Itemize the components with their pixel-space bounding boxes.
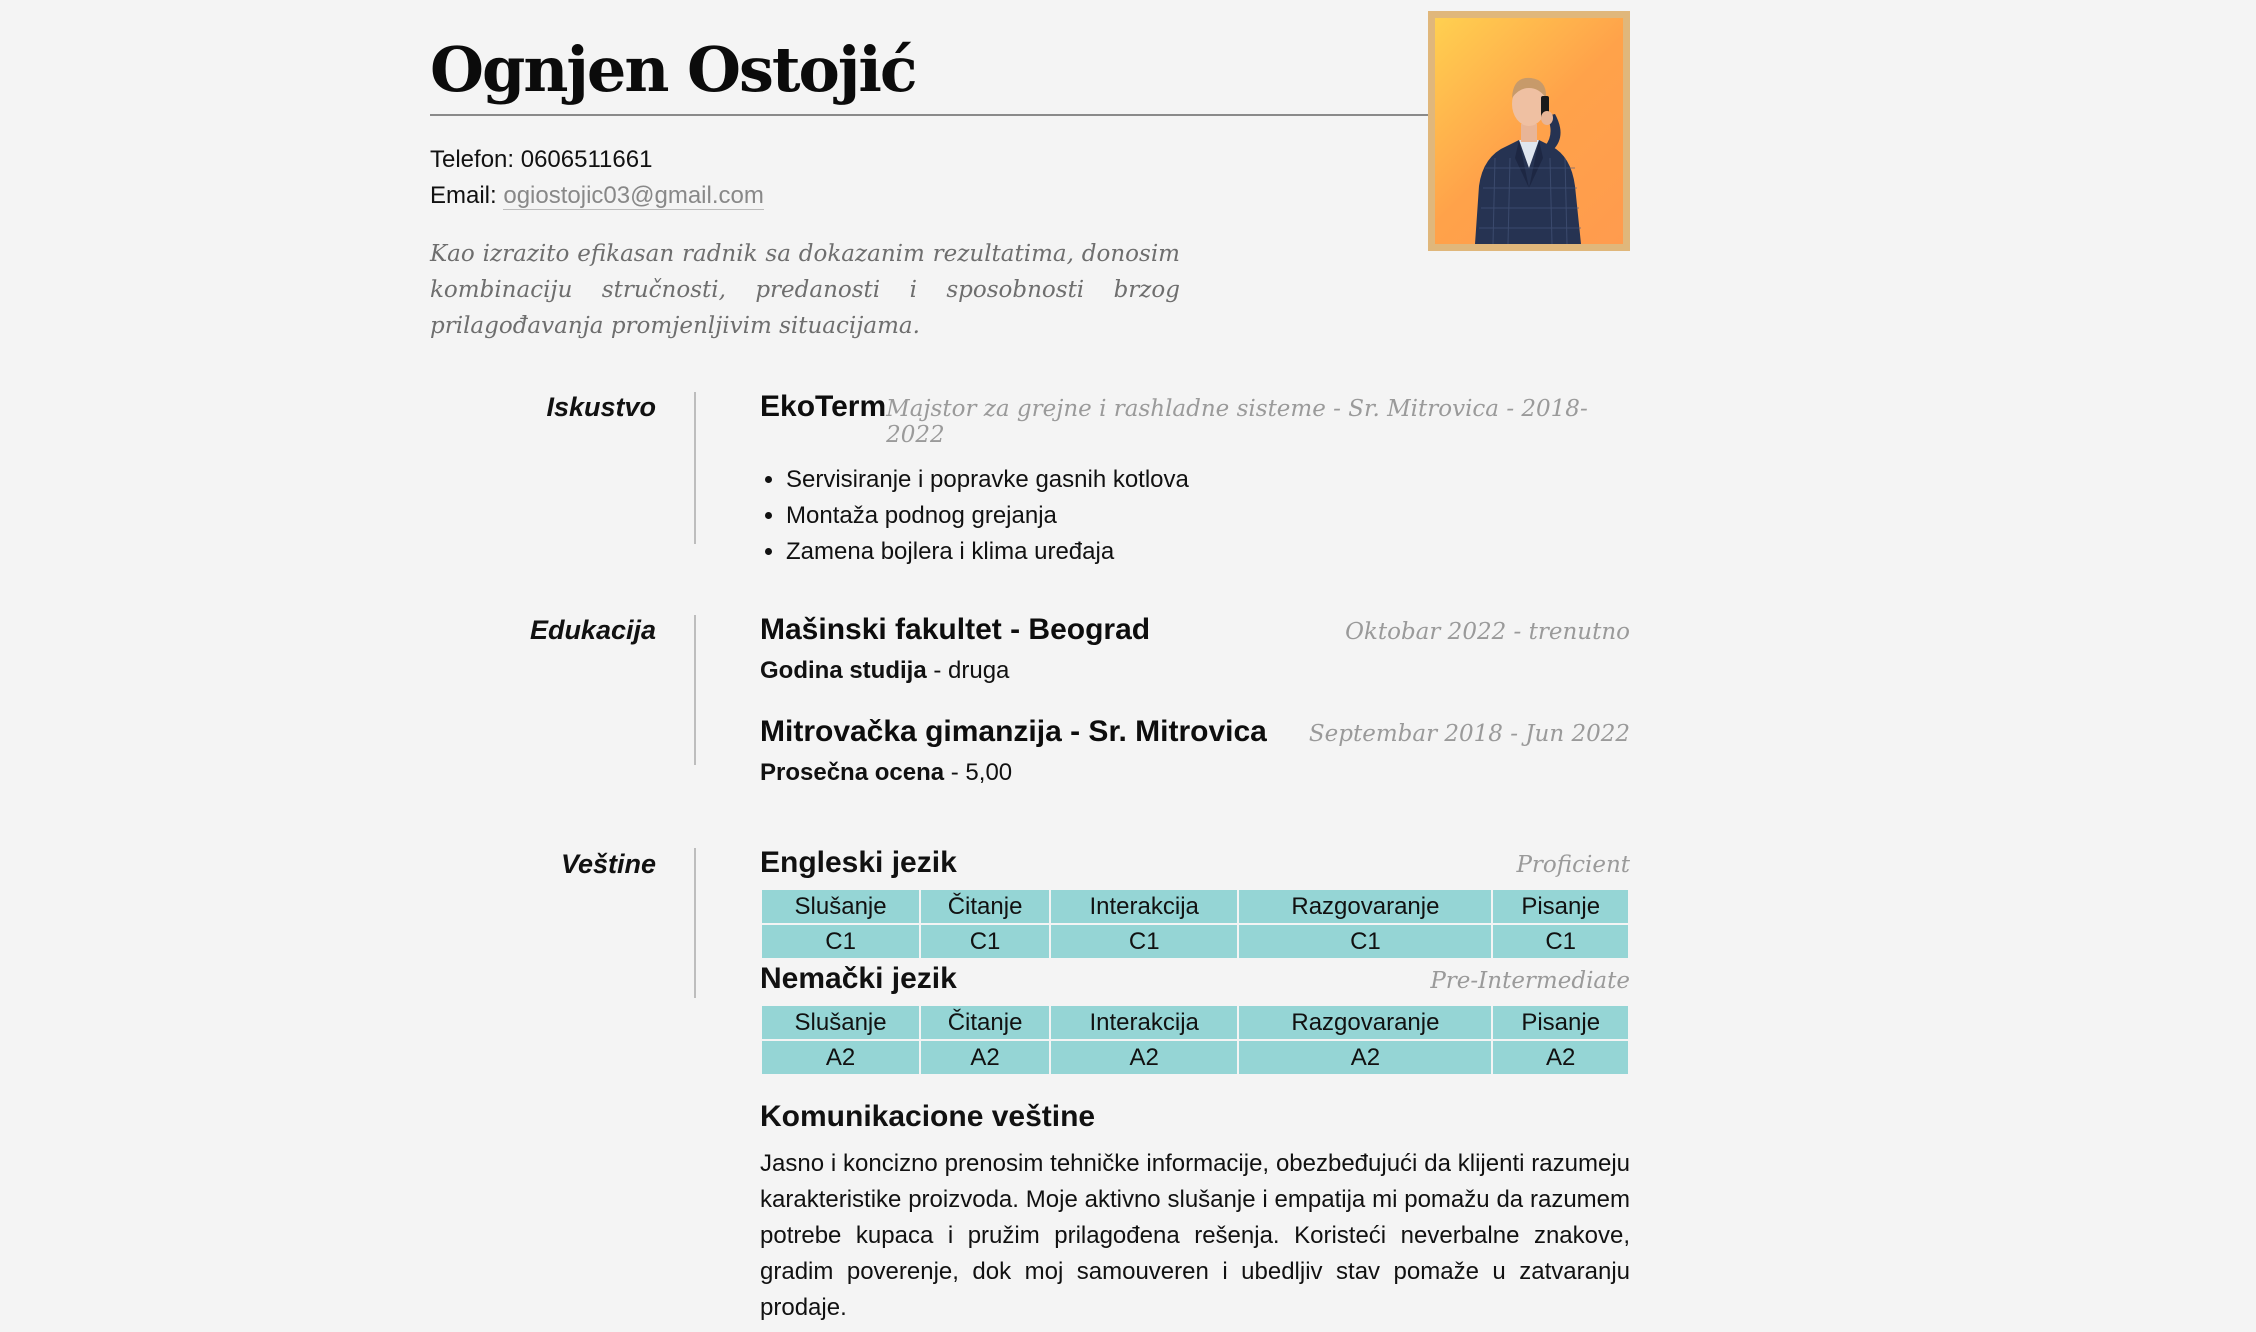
- table-cell: Razgovaranje: [1238, 1005, 1492, 1040]
- education-section: [760, 613, 1630, 787]
- table-header-row: [761, 889, 1629, 924]
- header-divider: [430, 114, 1430, 116]
- table-row: [761, 1040, 1629, 1075]
- education-detail-label: Prosečna ocena: [760, 759, 945, 786]
- communication-skills-text: Jasno i koncizno prenosim tehničke informacije, obezbeđujući da klijenti razumeju karakteristike proizvoda. Moje aktivno slušanje i empatija mi pomažu da razumem potrebe kupaca i pružim prilagođena rešenja. Koristeći neverbalne znakove, gradim poverenje, dok moj samouveren i ubedljiv stav pomaže u zatvaranju prodaje.: [760, 1150, 1630, 1321]
- table-cell: A2: [1050, 1040, 1238, 1075]
- table-cell: Pisanje: [1492, 889, 1629, 924]
- table-row: [761, 924, 1629, 959]
- experience-meta: Majstor za grejne i rashladne sisteme - Sr. Mitrovica - 2018-2022: [886, 396, 1588, 448]
- skills-section: [760, 846, 1630, 1326]
- phone-number: 0606511661: [520, 146, 653, 173]
- language-name: Nemački jezik: [760, 962, 957, 995]
- section-label-education: Edukacija: [529, 615, 656, 645]
- experience-section: [760, 390, 1630, 570]
- person-portrait-image: [1435, 18, 1623, 244]
- language-table-english: [760, 888, 1630, 960]
- experience-duties: [760, 462, 1630, 570]
- education-detail-value: - 5,00: [944, 759, 1013, 786]
- table-cell: C1: [920, 924, 1050, 959]
- contact-info: [430, 142, 764, 214]
- list-item: • Zamena bojlera i klima uređaja: [786, 534, 1630, 570]
- table-cell: C1: [761, 924, 920, 959]
- phone-line: [430, 142, 764, 178]
- profile-summary: Kao izrazito efikasan radnik sa dokazanim rezultatima, donosim kombinaciju stručnosti, predanosti i sposobnosti brzog prilagođavanja promjenljivim situacijama.: [430, 241, 1180, 339]
- section-label-skills: Veštine: [560, 849, 656, 879]
- table-cell: Čitanje: [920, 889, 1050, 924]
- table-header-row: [761, 1005, 1629, 1040]
- email-line: [430, 178, 764, 214]
- list-item: • Servisiranje i popravke gasnih kotlova: [786, 462, 1630, 498]
- experience-header: [760, 390, 1630, 448]
- language-table-german: [760, 1004, 1630, 1076]
- table-cell: Interakcija: [1050, 889, 1238, 924]
- education-school: Mašinski fakultet - Beograd: [760, 613, 1151, 646]
- table-cell: Slušanje: [761, 889, 920, 924]
- table-cell: Interakcija: [1050, 1005, 1238, 1040]
- language-level: Pre-Intermediate: [1430, 968, 1630, 994]
- education-detail: [760, 657, 1630, 685]
- candidate-name: Ognjen Ostojić: [430, 33, 916, 106]
- communication-skills-title: Komunikacione veštine: [760, 1100, 1096, 1133]
- email-link[interactable]: ogiostojic03@gmail.com: [503, 182, 764, 209]
- education-detail: [760, 759, 1630, 787]
- list-item: • Montaža podnog grejanja: [786, 498, 1630, 534]
- table-cell: A2: [1238, 1040, 1492, 1075]
- phone-label: Telefon:: [430, 146, 515, 173]
- table-cell: Slušanje: [761, 1005, 920, 1040]
- section-divider-education: [694, 615, 696, 765]
- table-cell: C1: [1050, 924, 1238, 959]
- education-item: [760, 715, 1630, 749]
- education-detail-value: - druga: [926, 657, 1010, 684]
- language-header: [760, 962, 1630, 996]
- table-cell: Čitanje: [920, 1005, 1050, 1040]
- education-detail-label: Godina studija: [760, 657, 927, 684]
- language-header: [760, 846, 1630, 880]
- section-label-experience: Iskustvo: [546, 392, 656, 422]
- table-cell: C1: [1492, 924, 1629, 959]
- section-divider-experience: [694, 392, 696, 544]
- education-school: Mitrovačka gimanzija - Sr. Mitrovica: [760, 715, 1267, 748]
- table-cell: A2: [1492, 1040, 1629, 1075]
- table-cell: C1: [1238, 924, 1492, 959]
- experience-company: EkoTerm: [760, 390, 887, 423]
- table-cell: A2: [920, 1040, 1050, 1075]
- education-item: [760, 613, 1630, 647]
- language-level: Proficient: [1516, 852, 1630, 878]
- language-name: Engleski jezik: [760, 846, 957, 879]
- education-dates: Septembar 2018 - Jun 2022: [1308, 721, 1630, 747]
- profile-photo: [1428, 11, 1630, 251]
- education-dates: Oktobar 2022 - trenutno: [1345, 619, 1630, 645]
- section-divider-skills: [694, 848, 696, 998]
- table-cell: Pisanje: [1492, 1005, 1629, 1040]
- table-cell: Razgovaranje: [1238, 889, 1492, 924]
- email-label: Email:: [430, 182, 497, 209]
- table-cell: A2: [761, 1040, 920, 1075]
